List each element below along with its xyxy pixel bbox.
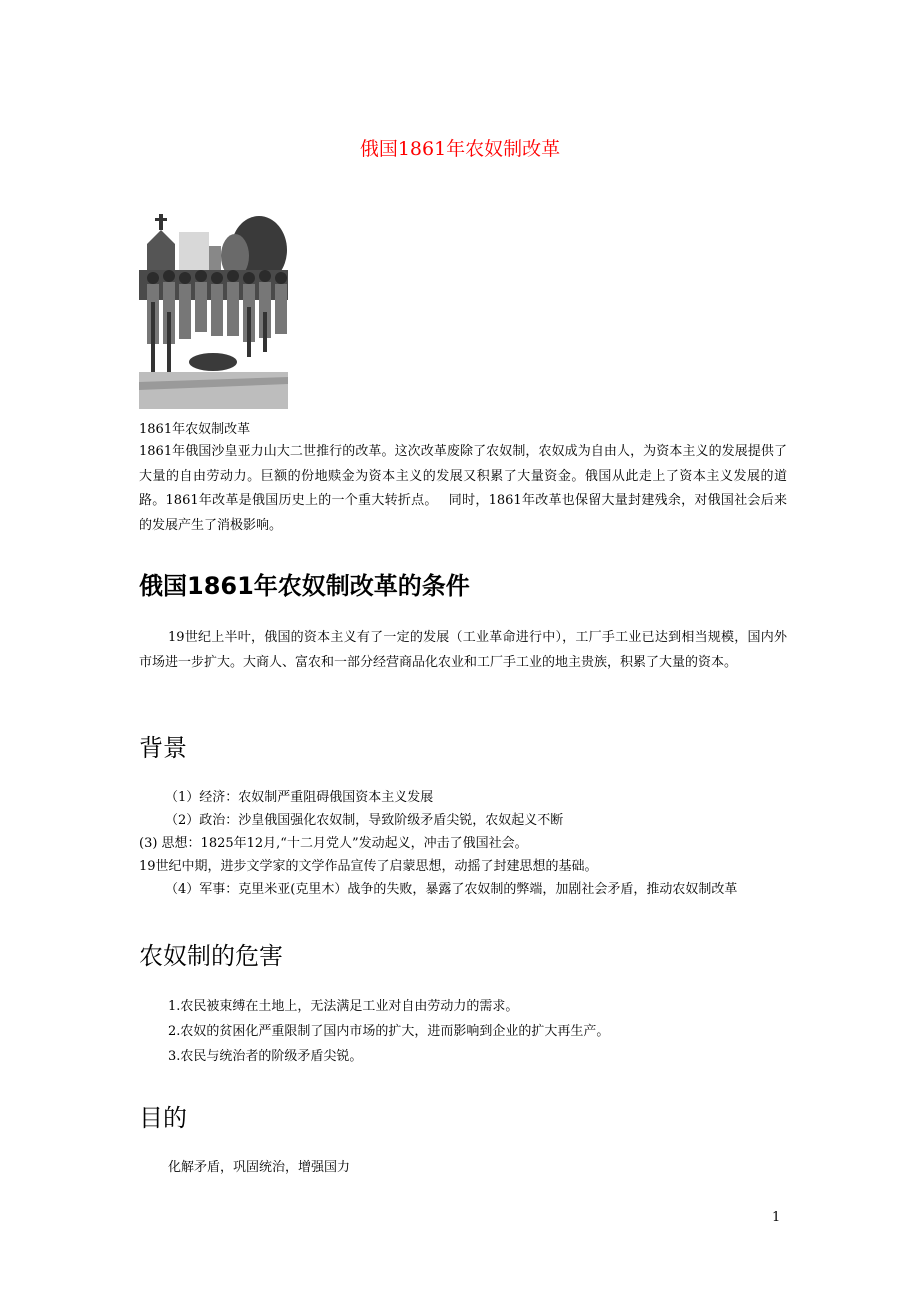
historical-illustration — [139, 212, 288, 409]
page-number: 1 — [772, 1210, 781, 1225]
conditions-heading: 俄国1861年农奴制改革的条件 — [139, 572, 470, 600]
background-heading: 背景 — [139, 734, 187, 762]
list-item: （4）军事：克里米亚(克里木）战争的失败，暴露了农奴制的弊端，加剧社会矛盾，推动农奴制改革 — [165, 882, 738, 897]
conditions-paragraph: 19世纪上半叶，俄国的资本主义有了一定的发展（工业革命进行中），工厂手工业已达到相当规模，国内外市场进一步扩大。大商人、富农和一部分经营商品化农业和工厂手工业的地主贵族，积累了大量的资本。 — [139, 630, 787, 670]
purpose-text: 化解矛盾，巩固统治，增强国力 — [168, 1160, 351, 1175]
page-title: 俄国1861年农奴制改革 — [359, 138, 561, 160]
list-item: （2）政治：沙皇俄国强化农奴制，导致阶级矛盾尖锐，农奴起义不断 — [165, 813, 564, 828]
background-list — [139, 786, 799, 901]
list-item: （1）经济：农奴制严重阻碍俄国资本主义发展 — [165, 790, 434, 805]
purpose-heading: 目的 — [139, 1104, 187, 1132]
intro-paragraph: 1861年俄国沙皇亚力山大二世推行的改革。这次改革废除了农奴制，农奴成为自由人，为资本主义的发展提供了大量的自由劳动力。巨额的份地赎金为资本主义的发展又积累了大量资金。俄国从此走上了资本主义发展的道路。1861年改革是俄国历史上的一个重大转折点。 同时，1861年改革也保留大量封建残余，对俄国社会后来的发展产生了消极影响。 — [139, 444, 787, 533]
list-item: 1.农民被束缚在土地上，无法满足工业对自由劳动力的需求。 — [168, 999, 519, 1014]
harms-list — [139, 994, 799, 1069]
figure-caption: 1861年农奴制改革 — [139, 422, 251, 437]
purpose-text-block — [139, 1156, 799, 1179]
harms-heading: 农奴制的危害 — [139, 942, 283, 970]
list-item: (3) 思想：1825年12月,“十二月党人”发动起义，冲击了俄国社会。 — [139, 836, 528, 851]
list-item: 3.农民与统治者的阶级矛盾尖锐。 — [168, 1049, 363, 1064]
list-item: 2.农奴的贫困化严重限制了国内市场的扩大，进而影响到企业的扩大再生产。 — [168, 1024, 610, 1039]
list-item: 19世纪中期，进步文学家的文学作品宣传了启蒙思想，动摇了封建思想的基础。 — [139, 859, 598, 874]
